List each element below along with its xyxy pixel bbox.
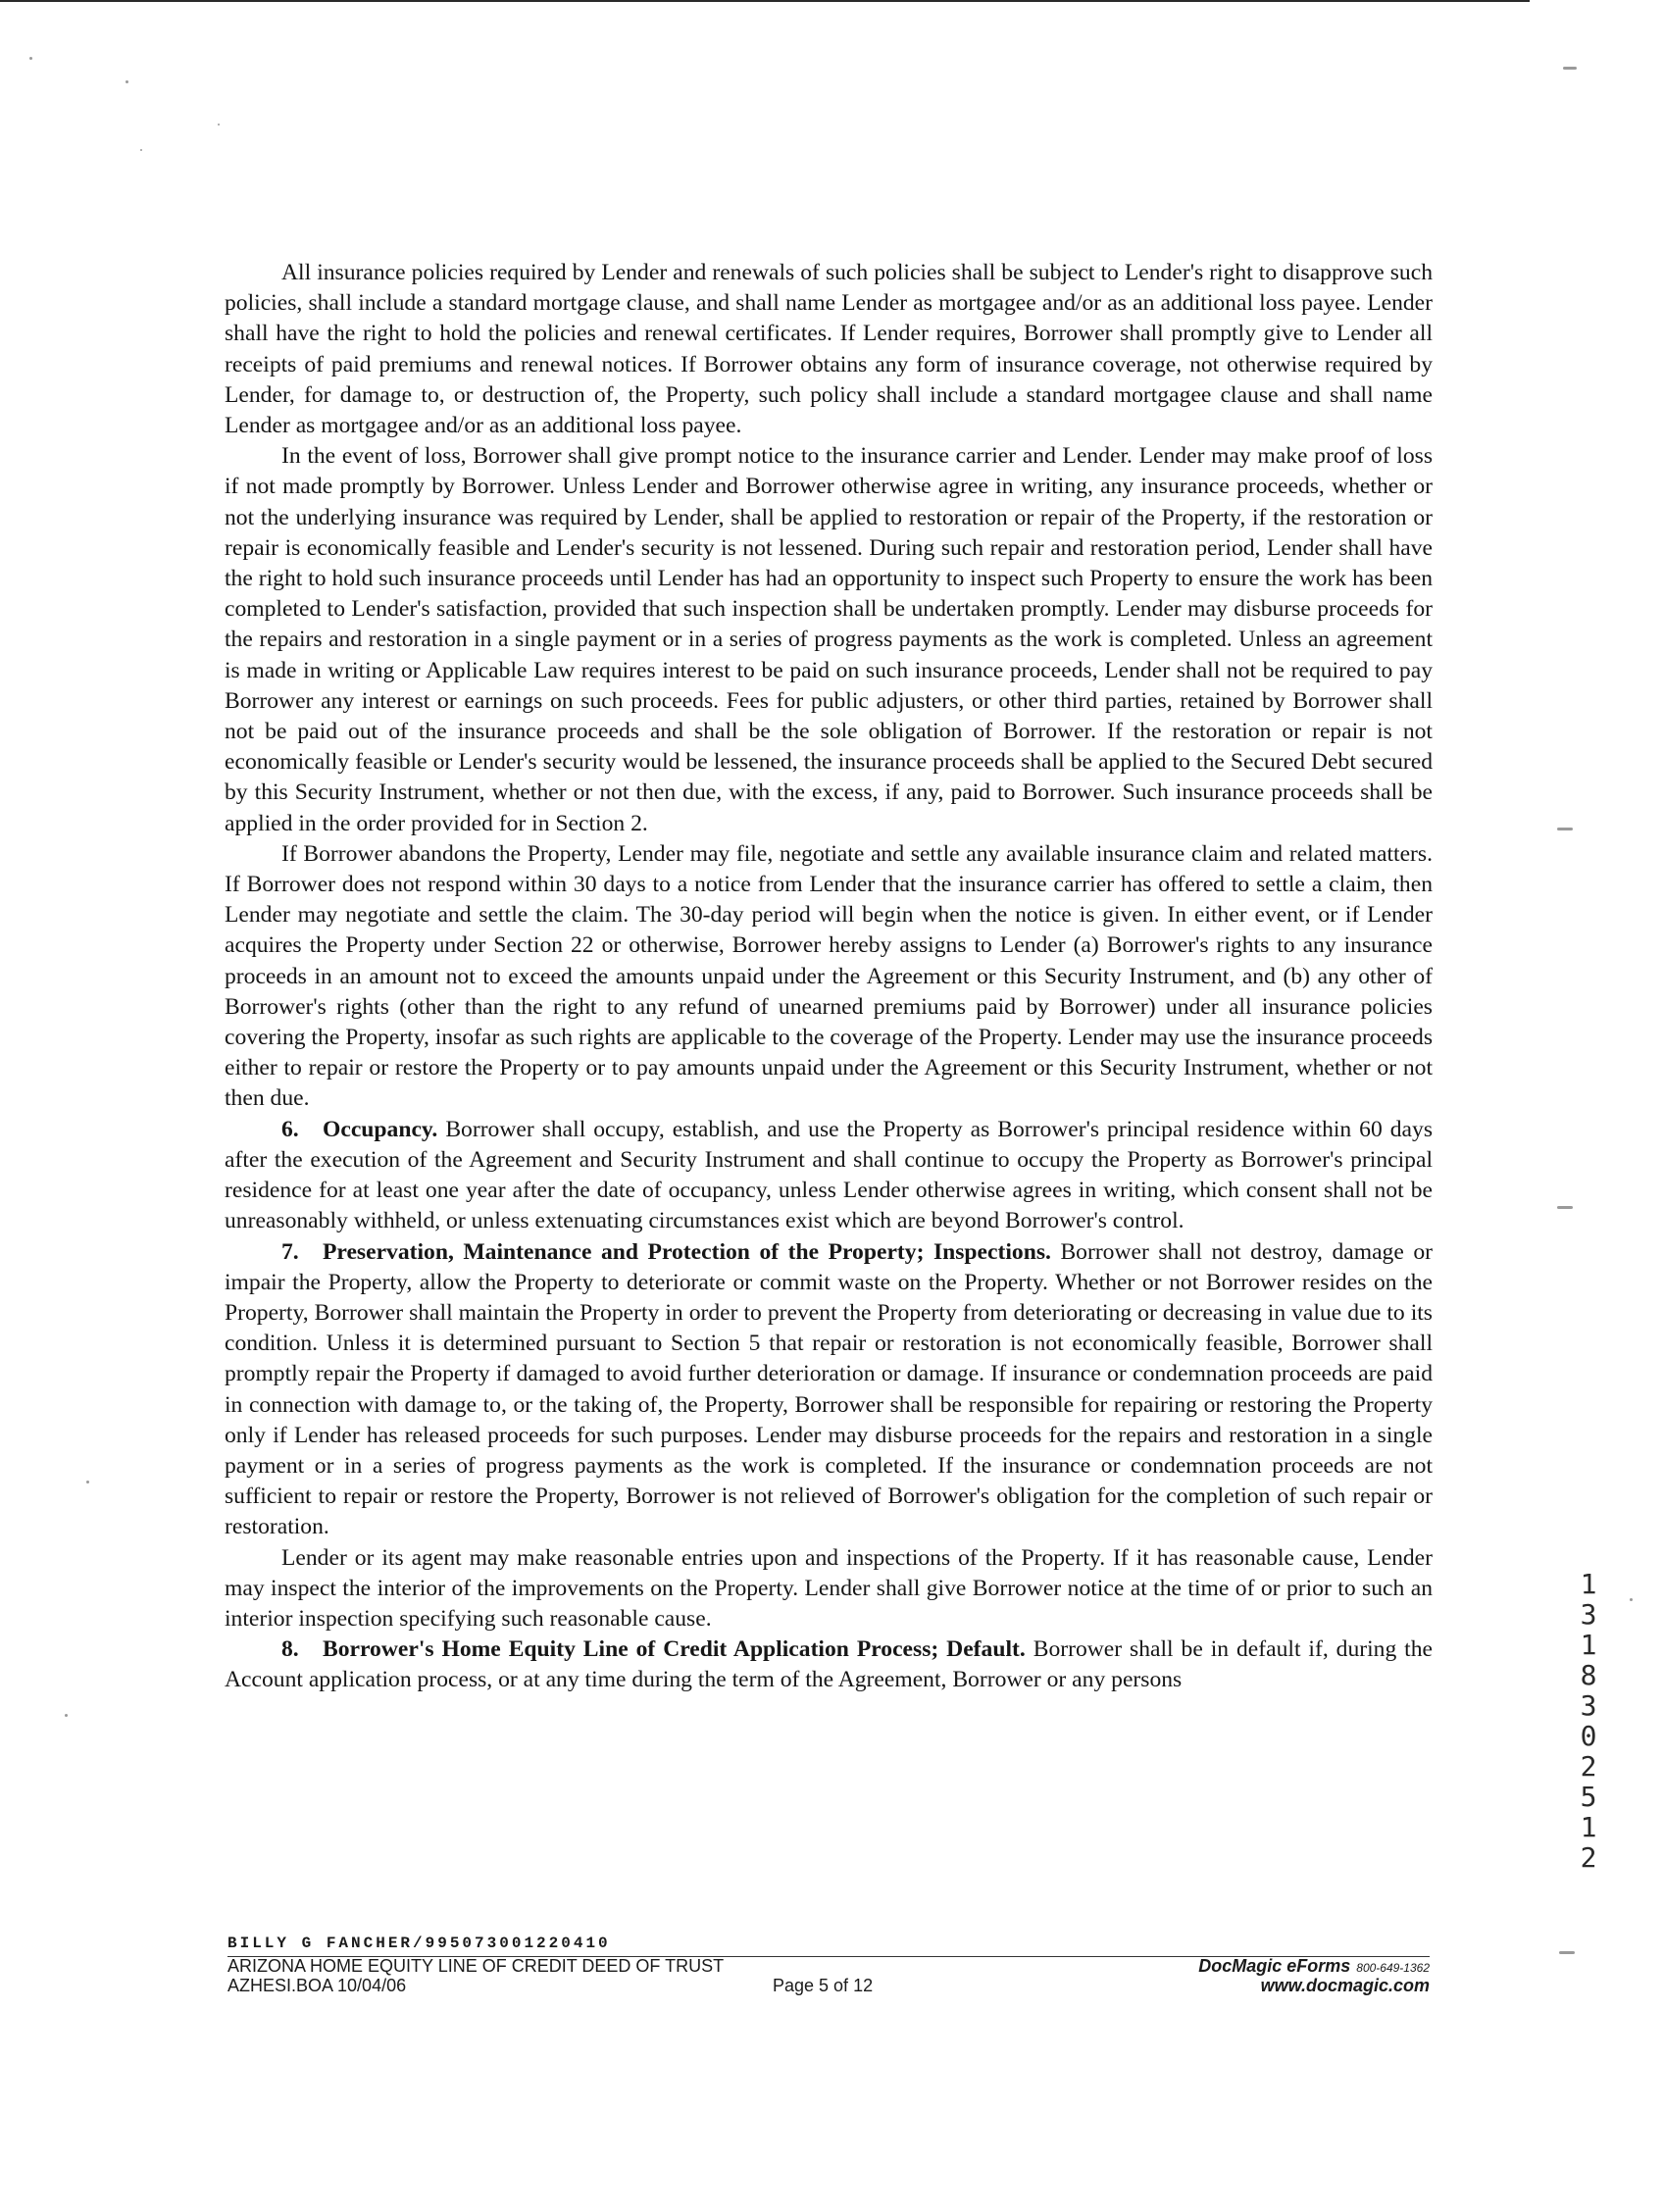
section-number: 8. <box>281 1636 299 1663</box>
stamp-digit: 3 <box>1580 1689 1597 1722</box>
website: www.docmagic.com <box>1260 1976 1430 1995</box>
paragraph-insurance-policies: All insurance policies required by Lender and renewals of such policies shall be subject to Lender's right to disapprove such policies, shall include a standard mortgage clause, and shall name Lender as mortgagee and/or as an additional loss payee. Lender shall have the right to hold the policies and renewal certificates. If Lender requires, Borrower shall promptly give to Lender all receipts of paid premiums and renewal notices. If Borrower obtains any form of insurance coverage, not otherwise required by Lender, for damage to, or destruction of, the Property, such policy shall include a standard mortgagee clause and shall name Lender as mortgagee and/or as an additional loss payee. <box>225 260 1433 439</box>
scan-speck <box>1557 1206 1573 1209</box>
stamp-digit: 0 <box>1580 1720 1597 1752</box>
section-title: Occupancy. <box>323 1116 438 1142</box>
section-title: Borrower's Home Equity Line of Credit Application Process; Default. <box>323 1636 1026 1663</box>
paragraph-abandons-property: If Borrower abandons the Property, Lender may file, negotiate and settle any available insurance claim and related matters. If Borrower does not respond within 30 days to a notice from Lender that the insurance carrier has offered to settle a claim, then Lender may negotiate and settle the claim. The 30-day period will begin when the notice is given. In either event, or if Lender acquires the Property under Section 22 or otherwise, Borrower hereby assigns to Lender (a) Borrower's rights to any insurance proceeds in an amount not to exceed the amounts unpaid under the Agreement or this Security Instrument, and (b) any other of Borrower's rights (other than the right to any refund of unearned premiums paid by Borrower) under all insurance policies covering the Property, insofar as such rights are applicable to the coverage of the Property. Lender may use the insurance proceeds either to repair or restore the Property or to pay amounts unpaid under the Agreement or this Security Instrument, whether or not then due. <box>225 840 1433 1112</box>
scan-speck <box>29 57 32 60</box>
scan-speck <box>1559 1951 1575 1954</box>
top-border-line <box>0 0 1530 2</box>
borrower-id-line: BILLY G FANCHER/995073001220410 <box>227 1935 1430 1957</box>
stamp-digit: 5 <box>1580 1781 1597 1813</box>
document-body <box>225 258 1433 1696</box>
scan-speck <box>1563 67 1577 70</box>
section-number: 7. <box>281 1238 299 1265</box>
stamp-digit: 2 <box>1580 1841 1597 1874</box>
section-8-application-default <box>225 1634 1433 1695</box>
brand-name: DocMagic eForms <box>1198 1956 1351 1976</box>
section-number: 6. <box>281 1116 299 1142</box>
section-text: Borrower shall be in default if, during the Account application process, or at any time during the term of the Agreement, Borrower or any persons <box>225 1636 1434 1693</box>
brand-phone: 800-649-1362 <box>1356 1961 1430 1975</box>
page-number: Page 5 of 12 <box>773 1976 874 1995</box>
stamp-digit: 3 <box>1580 1598 1597 1631</box>
footer-row-2 <box>227 1977 1430 1996</box>
section-text: Borrower shall occupy, establish, and use the Property as Borrower's principal residence within 60 days after the execution of the Agreement and Security Instrument and shall continue to occupy the Property as Borrower's principal residence for at least one year after the date of occupancy, unless Lender otherwise agrees in writing, which consent shall not be unreasonably withheld, or unless extenuating circumstances exist which are beyond Borrower's control. <box>225 1116 1433 1234</box>
scan-speck <box>218 124 220 126</box>
scan-speck <box>1557 828 1573 830</box>
stamp-digit: 1 <box>1580 1568 1597 1600</box>
stamp-digit: 1 <box>1580 1811 1597 1843</box>
scan-speck <box>86 1481 89 1483</box>
page-footer <box>227 1935 1430 1996</box>
section-text: Borrower shall not destroy, damage or impair the Property, allow the Property to deteriorate or commit waste on the Property. Whether or not Borrower resides on the Property, Borrower shall maintain the Property in order to prevent the Property from deteriorating or decreasing in value due to its condition. Unless it is determined pursuant to Section 5 that repair or restoration is not economically feasible, Borrower shall promptly repair the Property if damaged to avoid further deterioration or damage. If insurance or condemnation proceeds are paid in connection with damage to, or the taking of, the Property, Borrower shall be responsible for repairing or restoring the Property only if Lender has released proceeds for such purposes. Lender may disburse proceeds for the repairs and restoration in a single payment or in a series of progress payments as the work is completed. If the insurance or condemnation proceeds are not sufficient to repair or restore the Property, Borrower is not relieved of Borrower's obligation for the completion of such repair or restoration. <box>225 1238 1434 1540</box>
stamp-digit: 1 <box>1580 1629 1597 1661</box>
section-7-preservation <box>225 1237 1433 1543</box>
form-code: AZHESI.BOA 10/04/06 <box>227 1976 407 1995</box>
scan-speck <box>126 80 128 83</box>
scan-speck <box>65 1714 68 1717</box>
recording-number-stamp <box>1569 1569 1608 1873</box>
paragraph-agent-entries: Lender or its agent may make reasonable entries upon and inspections of the Property. If it has reasonable cause, Lender may inspect the interior of the improvements on the Property. Lender shall give Borrower notice at the time of or prior to such an interior inspection specifying such reasonable cause. <box>225 1544 1433 1632</box>
stamp-digit: 2 <box>1580 1750 1597 1783</box>
section-title: Preservation, Maintenance and Protection of the Property; Inspections. <box>323 1238 1051 1265</box>
docmagic-brand <box>1198 1957 1430 1978</box>
footer-row-1 <box>227 1957 1430 1977</box>
scan-speck <box>1630 1598 1633 1601</box>
section-6-occupancy <box>225 1115 1433 1237</box>
paragraph-event-of-loss: In the event of loss, Borrower shall give prompt notice to the insurance carrier and Lender. Lender may make proof of loss if not made promptly by Borrower. Unless Lender and Borrower otherwise agree in writing, any insurance proceeds, whether or not the underlying insurance was required by Lender, shall be applied to restoration or repair of the Property, if the restoration or repair is economically feasible and Lender's security is not lessened. During such repair and restoration period, Lender shall have the right to hold such insurance proceeds until Lender has had an opportunity to inspect such Property to ensure the work has been completed to Lender's satisfaction, provided that such inspection shall be undertaken promptly. Lender may disburse proceeds for the repairs and restoration in a single payment or in a series of progress payments as the work is completed. Unless an agreement is made in writing or Applicable Law requires interest to be paid on such insurance proceeds, Lender shall not be required to pay Borrower any interest or earnings on such proceeds. Fees for public adjusters, or other third parties, retained by Borrower shall not be paid out of the insurance proceeds and shall be the sole obligation of Borrower. If the restoration or repair is not economically feasible or Lender's security would be lessened, the insurance proceeds shall be applied to the Secured Debt secured by this Security Instrument, whether or not then due, with the excess, if any, paid to Borrower. Such insurance proceeds shall be applied in the order provided for in Section 2. <box>225 443 1433 836</box>
stamp-digit: 8 <box>1580 1659 1597 1691</box>
form-title: ARIZONA HOME EQUITY LINE OF CREDIT DEED OF TRUST <box>227 1956 725 1976</box>
scan-speck <box>140 149 142 151</box>
